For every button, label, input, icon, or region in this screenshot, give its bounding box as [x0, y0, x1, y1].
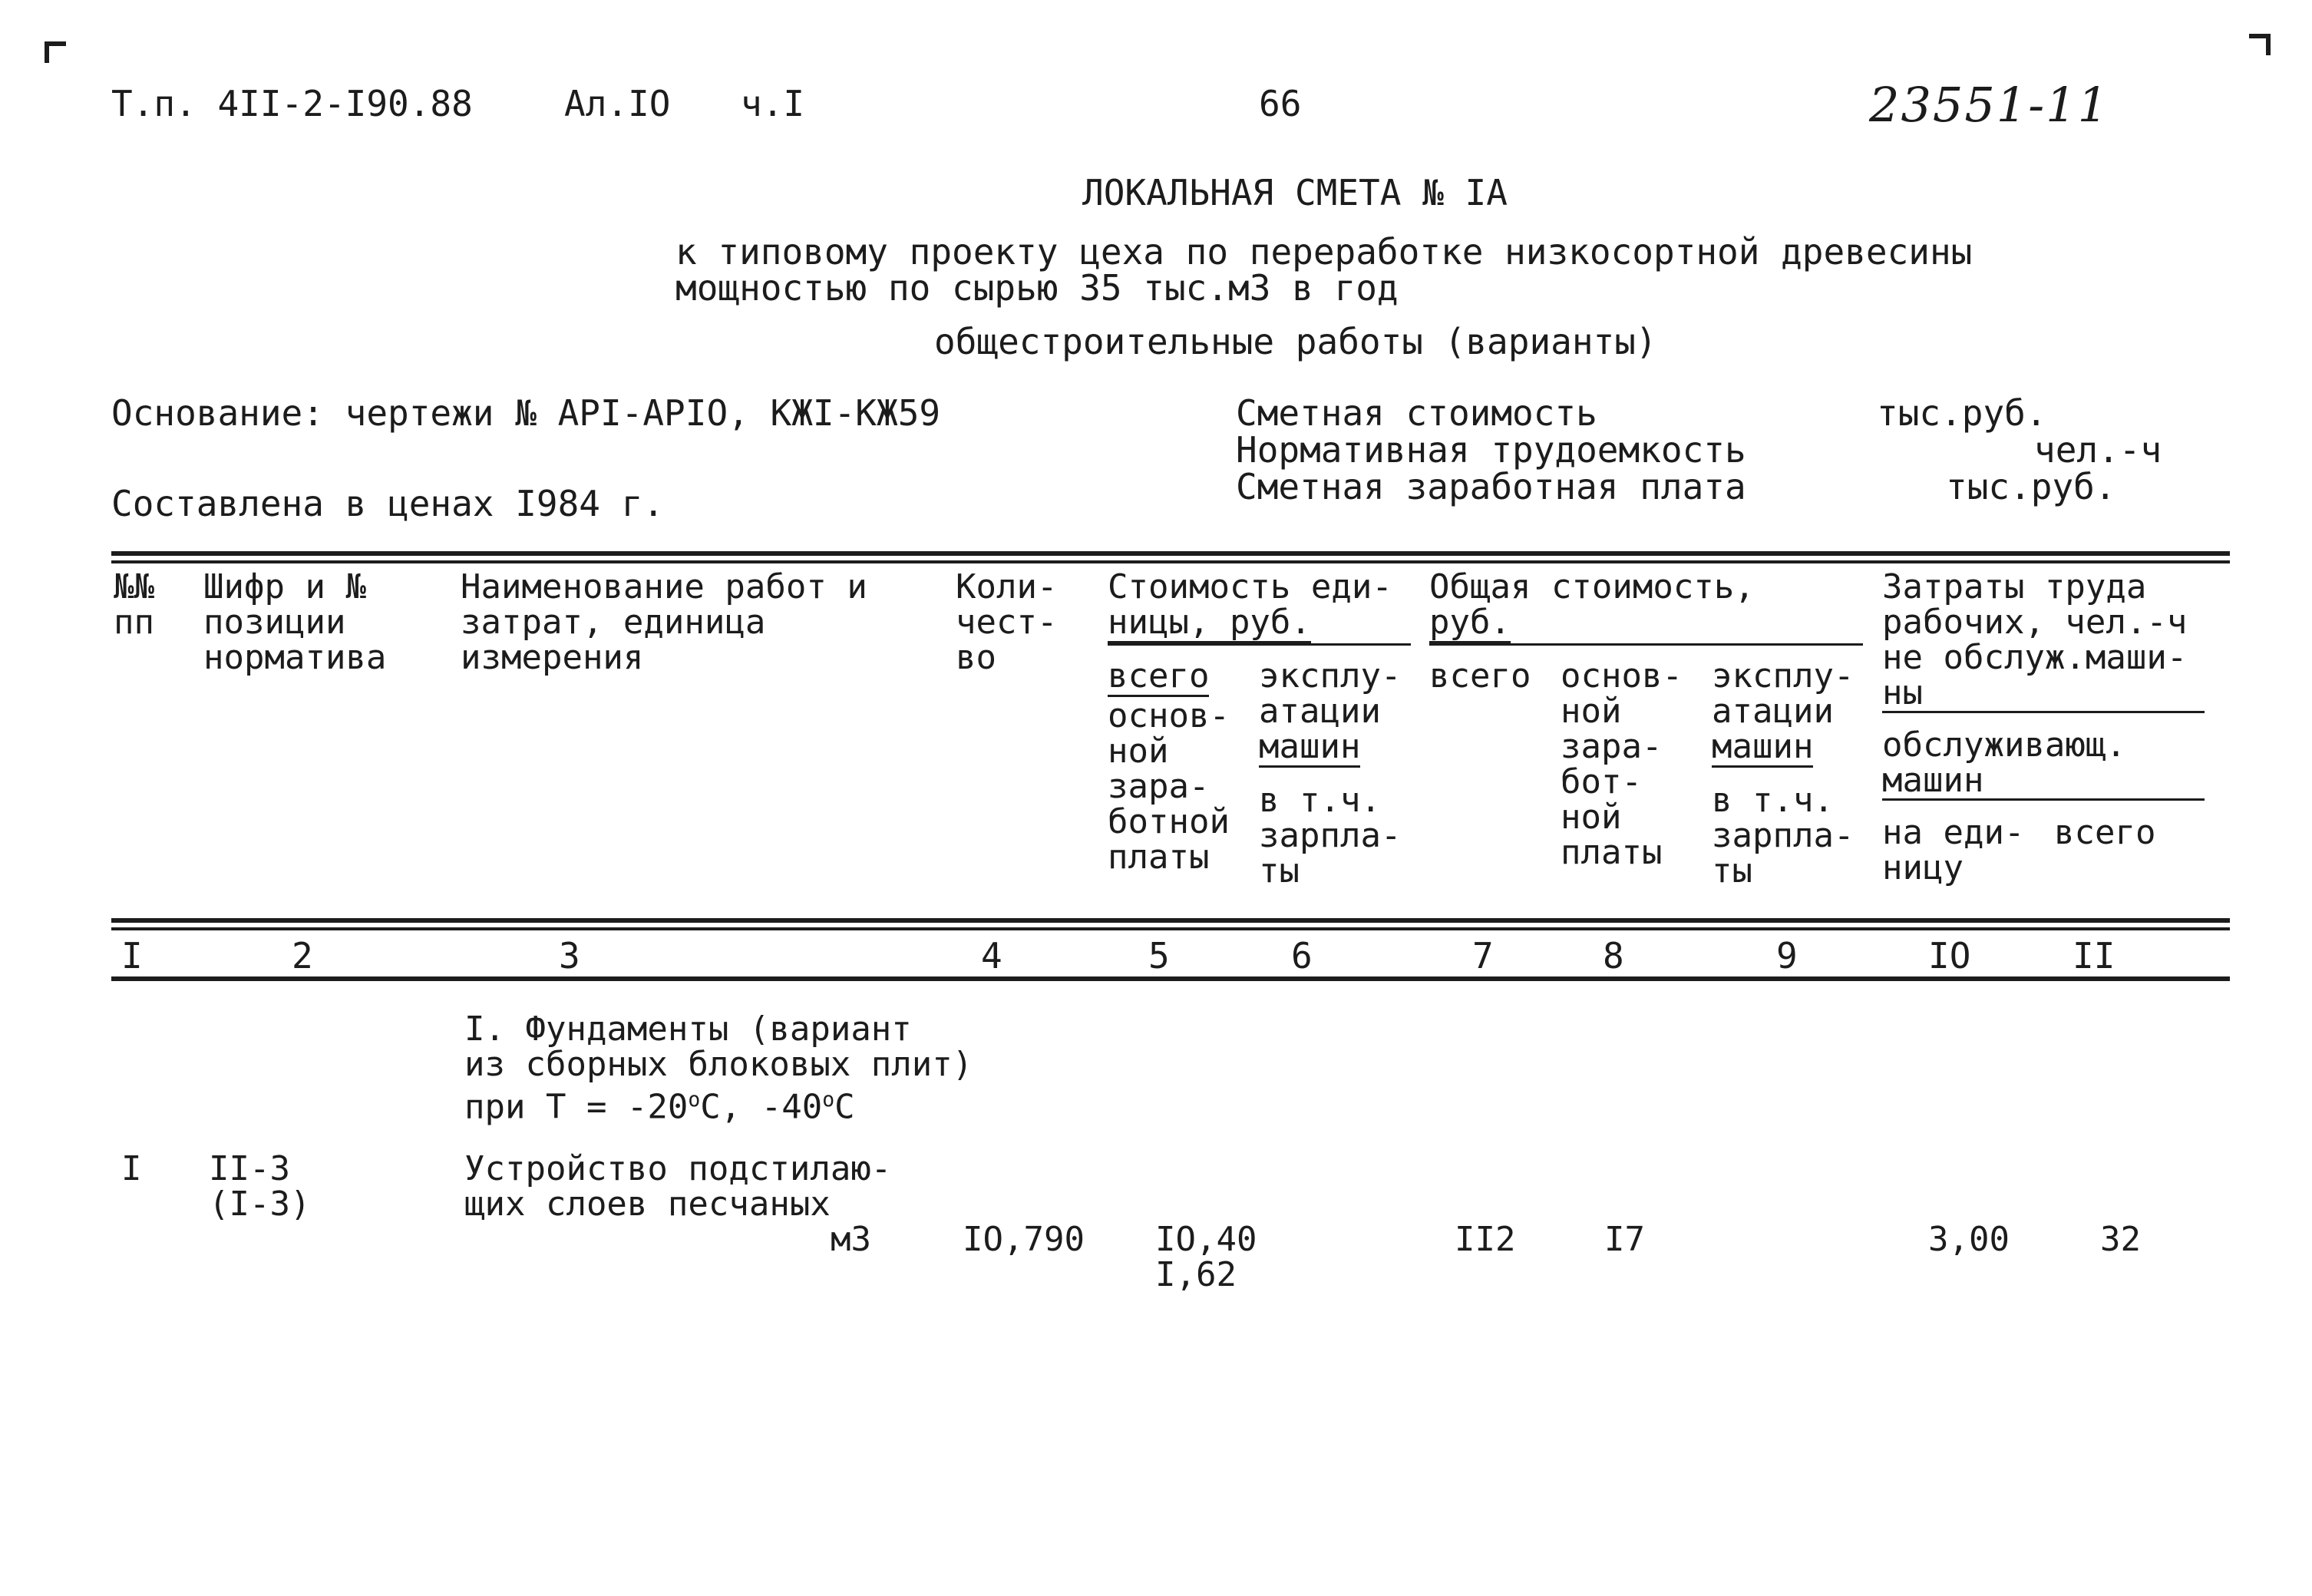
- col-header-labor: Затраты труда рабочих, чел.-ч: [1882, 567, 2188, 642]
- subtitle-line-3: общестроительные работы (варианты): [934, 321, 1657, 362]
- col-header-total-machines-wage: в т.ч. зарпла- ты: [1712, 781, 1855, 891]
- col-header-number: №№ пп: [114, 567, 154, 642]
- row-1-unit-total: IO,40: [1155, 1220, 1257, 1259]
- row-1-unit: м3: [831, 1220, 871, 1259]
- labor-underline-1: [1882, 711, 2205, 713]
- table-top-rule: [111, 551, 2230, 556]
- col-header-total-cost-2: руб.: [1429, 603, 1511, 642]
- col-header-unit-wage: основ- ной зара- ботной платы: [1108, 696, 1230, 877]
- wage-unit: тыс.руб.: [1946, 466, 2116, 507]
- row-1-labor-per-unit: 3,00: [1928, 1220, 2010, 1259]
- section-temperature: при $Т = -20^оС$, $-40^оС$: [464, 1087, 855, 1127]
- header-bottom-rule-2: [111, 927, 2230, 930]
- column-number-11: II: [2073, 935, 2115, 976]
- corner-mark-top-left: [45, 41, 66, 63]
- total-cost-underline: [1429, 643, 1863, 646]
- column-number-4: 4: [981, 935, 1002, 976]
- column-number-6: 6: [1291, 935, 1313, 976]
- column-numbers-rule: [111, 976, 2230, 981]
- col-header-total-cost: Общая стоимость,: [1429, 567, 1755, 606]
- row-1-labor-total: 32: [2100, 1220, 2141, 1259]
- basis-line: Основание: чертежи № API-APIO, КЖI-КЖ59: [111, 392, 941, 434]
- col-header-name: Наименование работ и затрат, единица измерения: [461, 567, 867, 677]
- document-title: ЛОКАЛЬНАЯ СМЕТА № IA: [1082, 172, 1508, 213]
- unit-cost-underline: [1108, 643, 1411, 646]
- labor-intensity-label: Нормативная трудоемкость: [1236, 429, 1746, 471]
- col-header-labor-total: всего: [2054, 813, 2156, 852]
- section-title: I. Фундаменты (вариант из сборных блоковых плит): [464, 1009, 973, 1084]
- column-number-5: 5: [1148, 935, 1170, 976]
- col-header-code: Шифр и № позиции норматива: [203, 567, 387, 677]
- col-header-unit-machines-2: машин: [1259, 727, 1361, 766]
- subtitle-line-2: мощностью по сырью 35 тыс.м3 в год: [675, 267, 1399, 309]
- column-number-10: IO: [1928, 935, 1971, 976]
- handwritten-inventory-number: 23551-11: [1869, 77, 2110, 133]
- column-number-3: 3: [559, 935, 580, 976]
- estimated-cost-unit: тыс.руб.: [1877, 392, 2047, 434]
- album-number: Ал.IO: [564, 83, 671, 124]
- compiled-prices-line: Составлена в ценах I984 г.: [111, 483, 665, 524]
- column-number-2: 2: [292, 935, 313, 976]
- subtitle-line-1: к типовому проекту цеха по переработке низкосортной древесины: [675, 231, 1973, 273]
- row-1-quantity: IO,790: [963, 1220, 1085, 1259]
- header-bottom-rule: [111, 918, 2230, 923]
- col-header-unit-total: всего: [1108, 656, 1210, 696]
- col-header-labor-not-machines: не обслуж.маши-: [1882, 638, 2188, 677]
- col-header-labor-per-unit: на еди- ницу: [1882, 813, 2025, 887]
- wage-label: Сметная заработная плата: [1236, 466, 1746, 507]
- part-number: ч.I: [741, 83, 805, 124]
- row-1-total: II2: [1455, 1220, 1516, 1259]
- col-header-unit-machines: эксплу- атации: [1259, 656, 1402, 731]
- project-code: Т.п. 4II-2-I90.88: [111, 83, 473, 124]
- col-header-total-machines: эксплу- атации: [1712, 656, 1855, 731]
- row-1-code: II-3 (I-3): [209, 1149, 311, 1224]
- labor-underline-2: [1882, 798, 2205, 801]
- labor-intensity-unit: чел.-ч: [2034, 429, 2162, 471]
- table-top-rule-2: [111, 560, 2230, 563]
- column-number-9: 9: [1776, 935, 1798, 976]
- col-header-unit-cost-2: ницы, руб.: [1108, 603, 1311, 642]
- col-header-total-machines-2: машин: [1712, 727, 1814, 766]
- col-header-unit-machines-wage: в т.ч. зарпла- ты: [1259, 781, 1402, 891]
- col-header-labor-machines: обслуживающ.: [1882, 725, 2126, 765]
- page-number: 66: [1259, 83, 1302, 124]
- estimated-cost-label: Сметная стоимость: [1236, 392, 1597, 434]
- column-number-7: 7: [1472, 935, 1494, 976]
- col-header-total: всего: [1429, 656, 1531, 696]
- row-1-total-wage: I7: [1604, 1220, 1645, 1259]
- row-1-name: Устройство подстилаю- щих слоев песчаных: [464, 1149, 892, 1224]
- row-1-number: I: [121, 1149, 142, 1188]
- col-header-total-wage: основ- ной зара- бот- ной платы: [1561, 656, 1683, 872]
- col-header-labor-machines-2: машин: [1882, 761, 1984, 800]
- row-1-unit-wage: I,62: [1155, 1255, 1237, 1294]
- col-header-unit-cost: Стоимость еди-: [1108, 567, 1392, 606]
- corner-mark-top-right: [2249, 34, 2271, 55]
- col-header-quantity: Коли- чест- во: [956, 567, 1058, 677]
- column-number-8: 8: [1603, 935, 1624, 976]
- col-header-labor-not-machines-2: ны: [1882, 673, 1923, 712]
- column-number-1: I: [121, 935, 143, 976]
